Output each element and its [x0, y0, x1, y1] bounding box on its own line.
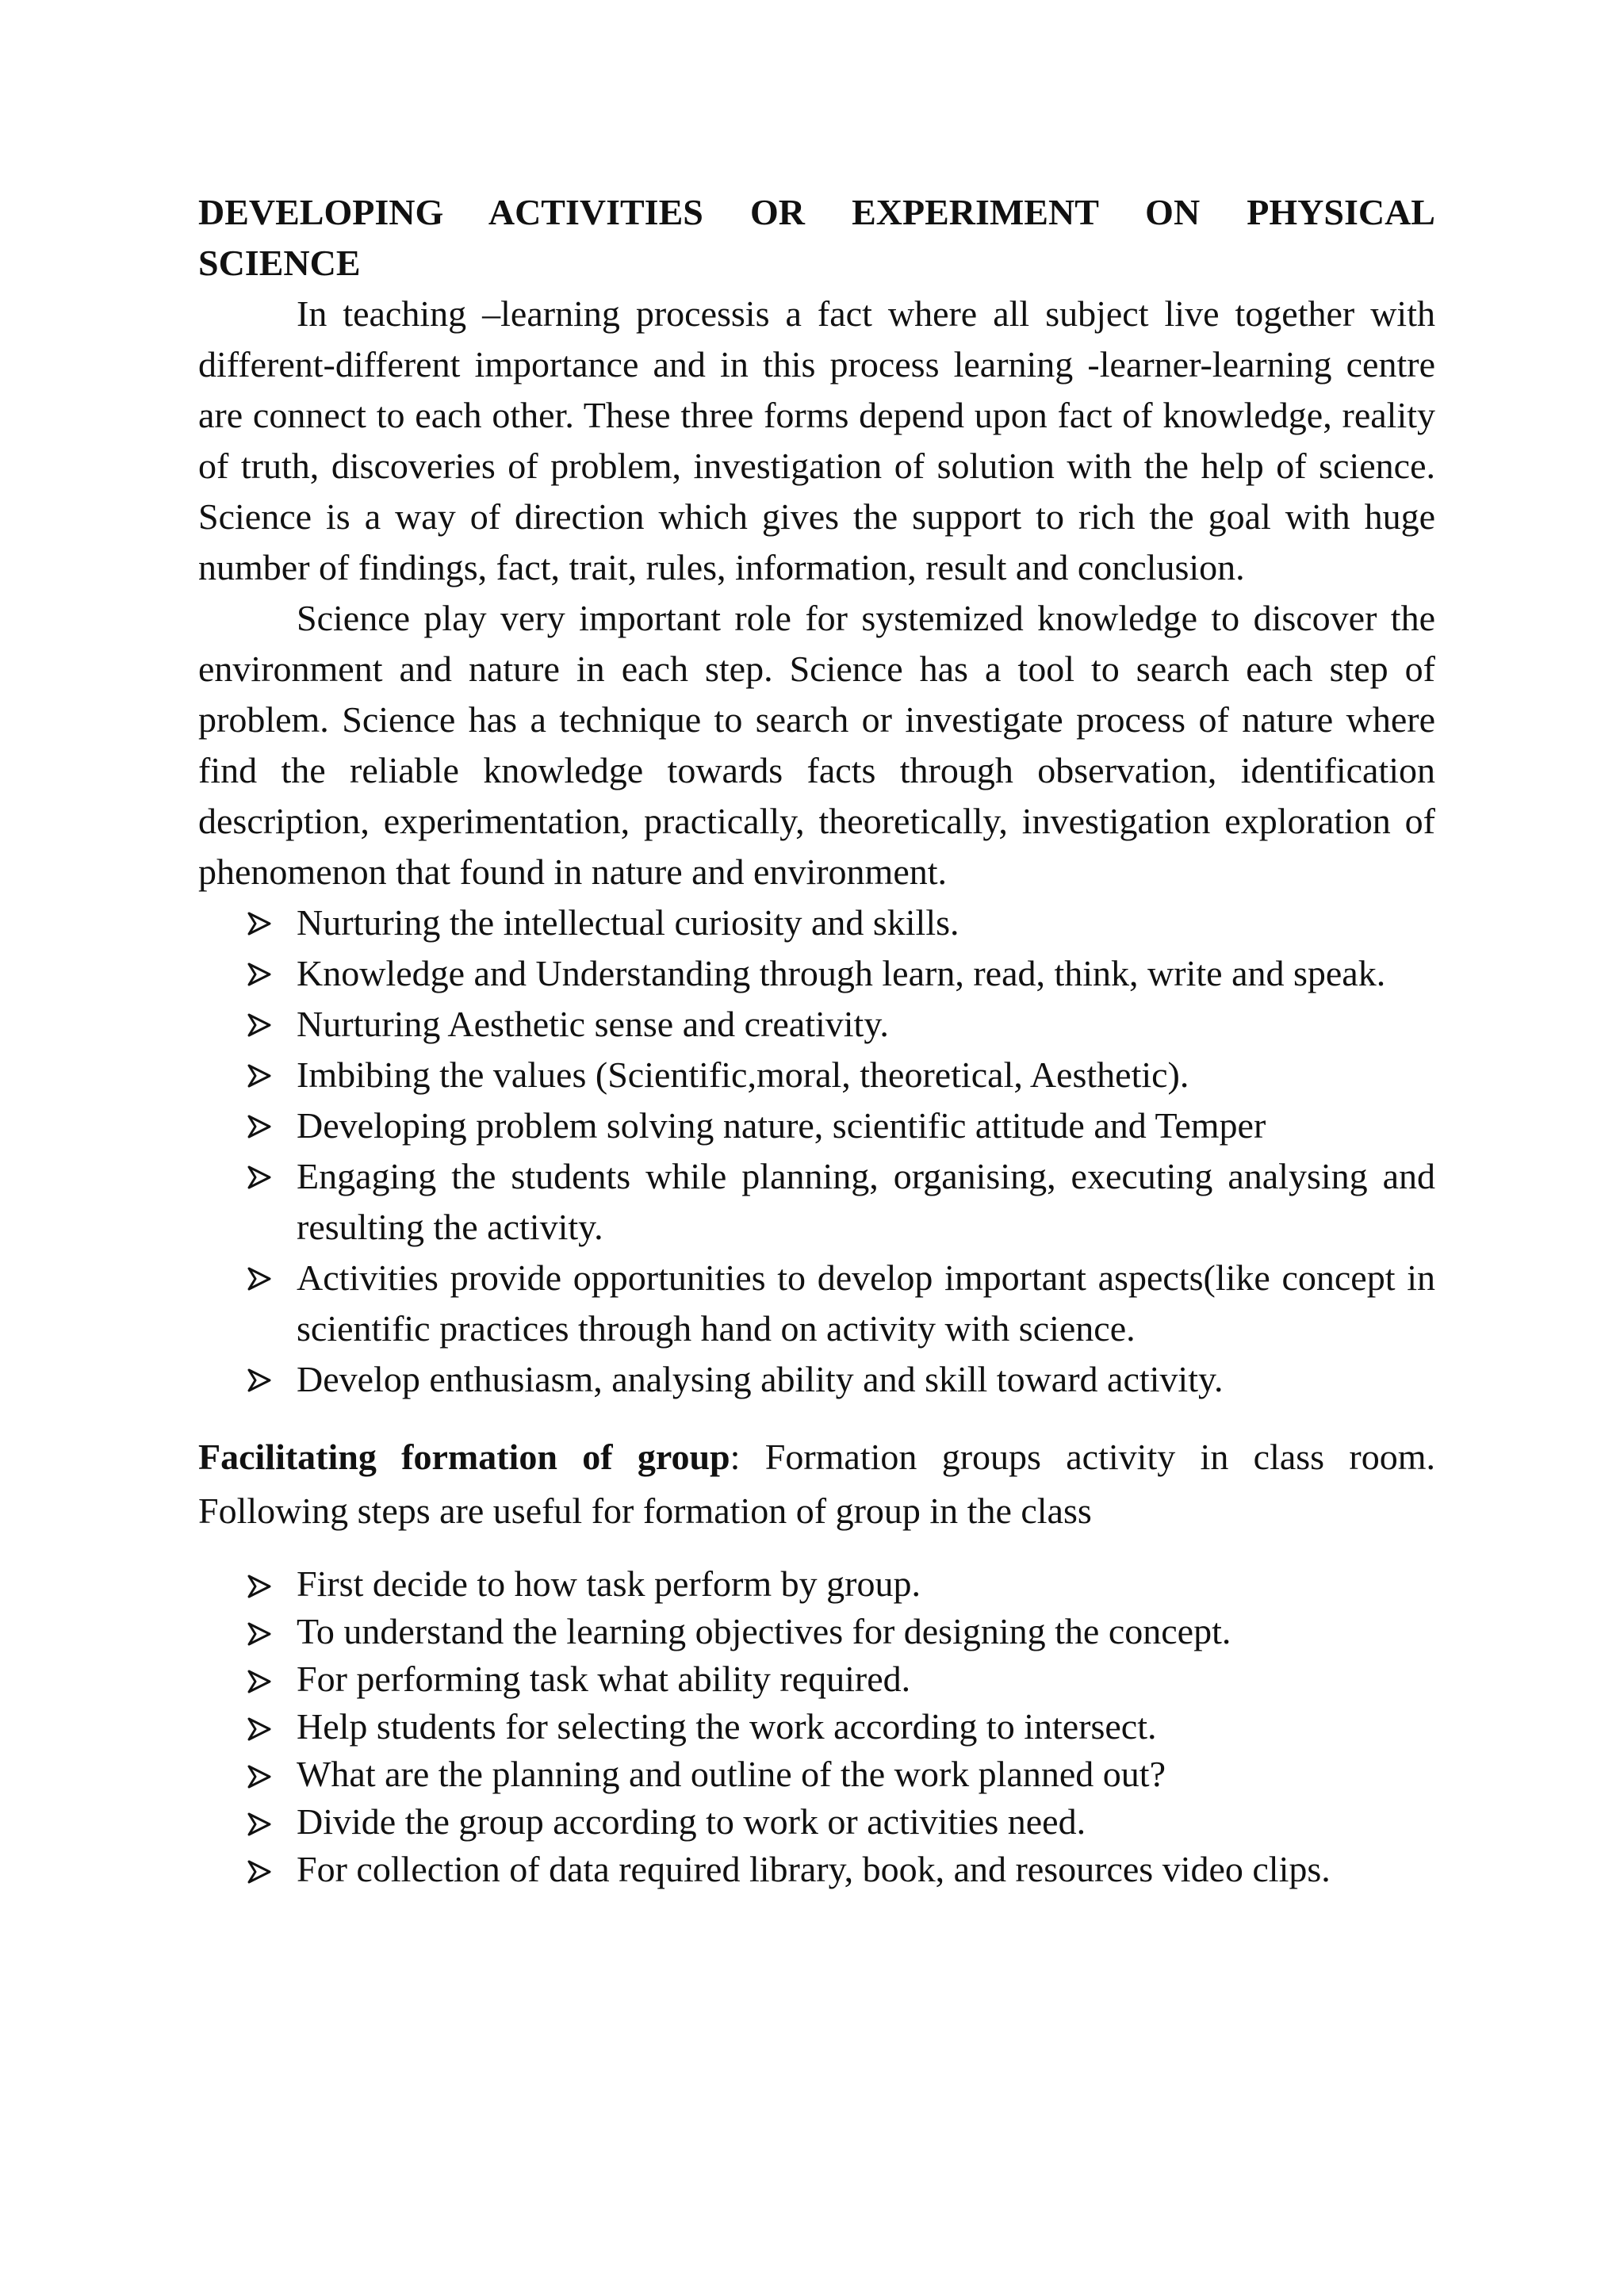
- arrowhead-bullet-icon: [247, 1655, 279, 1693]
- list-item-text: Develop enthusiasm, analysing ability and skill toward activity.: [297, 1359, 1224, 1399]
- list-item: [198, 999, 1435, 1050]
- list-item: [198, 1798, 1435, 1846]
- list-item-text: Nurturing Aesthetic sense and creativity.: [297, 1004, 889, 1044]
- document-page: [198, 187, 1435, 1893]
- list-item: [198, 1751, 1435, 1798]
- list-item-text: Divide the group according to work or activities need.: [297, 1801, 1086, 1842]
- arrowhead-bullet-icon: [247, 897, 279, 936]
- group-formation-paragraph: [198, 1430, 1435, 1538]
- list-item-text: Knowledge and Understanding through learn, read, think, write and speak.: [297, 953, 1386, 993]
- arrowhead-bullet-icon: [247, 1100, 279, 1138]
- list-item-text: Help students for selecting the work according to intersect.: [297, 1706, 1157, 1747]
- list-item: [198, 1100, 1435, 1151]
- arrowhead-bullet-icon: [247, 1846, 279, 1884]
- arrowhead-bullet-icon: [247, 1253, 279, 1291]
- group-formation-text: : Formation groups activity in class room. Following steps are useful for formation of group in the class: [198, 1437, 1435, 1531]
- list-item: [198, 1608, 1435, 1655]
- arrowhead-bullet-icon: [247, 1798, 279, 1836]
- list-item-text: Nurturing the intellectual curiosity and skills.: [297, 902, 959, 943]
- list-item-text: Developing problem solving nature, scientific attitude and Temper: [297, 1105, 1266, 1146]
- arrowhead-bullet-icon: [247, 1560, 279, 1598]
- document-heading: DEVELOPING ACTIVITIES OR EXPERIMENT ON PHYSICAL SCIENCE: [198, 192, 1435, 283]
- group-formation-lead: Facilitating formation of group: [198, 1437, 730, 1477]
- arrowhead-bullet-icon: [247, 948, 279, 986]
- list-item-text: Imbibing the values (Scientific,moral, theoretical, Aesthetic).: [297, 1054, 1189, 1095]
- arrowhead-bullet-icon: [247, 1608, 279, 1646]
- list-item-text: For collection of data required library, book, and resources video clips.: [297, 1849, 1331, 1889]
- arrowhead-bullet-icon: [247, 1050, 279, 1088]
- list-item: [198, 948, 1435, 999]
- group-steps-list: [198, 1560, 1435, 1893]
- list-item-text: Activities provide opportunities to develop important aspects(like concept in scientific practices through hand on activity with science.: [297, 1257, 1435, 1349]
- objectives-list: [198, 897, 1435, 1405]
- arrowhead-bullet-icon: [247, 1151, 279, 1189]
- paragraph-intro: In teaching –learning processis a fact where all subject live together with different-different importance and in this process learning -learner-learning centre are connect to each other. These three forms depend upon fact of knowledge, reality of truth, discoveries of problem, investigation of solution with the help of science. Science is a way of direction which gives the support to rich the goal with huge number of findings, fact, trait, rules, information, result and conclusion.: [198, 293, 1435, 587]
- list-item: [198, 1050, 1435, 1100]
- list-item: [198, 1151, 1435, 1253]
- list-item: [198, 897, 1435, 948]
- list-item-text: For performing task what ability required.: [297, 1659, 911, 1699]
- list-item: [198, 1354, 1435, 1405]
- arrowhead-bullet-icon: [247, 1703, 279, 1741]
- list-item: [198, 1253, 1435, 1354]
- list-item: [198, 1846, 1435, 1893]
- arrowhead-bullet-icon: [247, 1751, 279, 1789]
- list-item-text: What are the planning and outline of the work planned out?: [297, 1754, 1166, 1794]
- list-item: [198, 1703, 1435, 1751]
- list-item-text: First decide to how task perform by group.: [297, 1563, 921, 1604]
- arrowhead-bullet-icon: [247, 999, 279, 1037]
- paragraph-science-role: Science play very important role for systemized knowledge to discover the environment and nature in each step. Science has a tool to search each step of problem. Science has a technique to search or investigate process of nature where find the reliable knowledge towards facts through observation, identification description, experimentation, practically, theoretically, investigation exploration of phenomenon that found in nature and environment.: [198, 598, 1435, 892]
- list-item: [198, 1655, 1435, 1703]
- list-item: [198, 1560, 1435, 1608]
- arrowhead-bullet-icon: [247, 1354, 279, 1392]
- list-item-text: Engaging the students while planning, organising, executing analysing and resulting the activity.: [297, 1156, 1435, 1247]
- list-item-text: To understand the learning objectives for designing the concept.: [297, 1611, 1231, 1651]
